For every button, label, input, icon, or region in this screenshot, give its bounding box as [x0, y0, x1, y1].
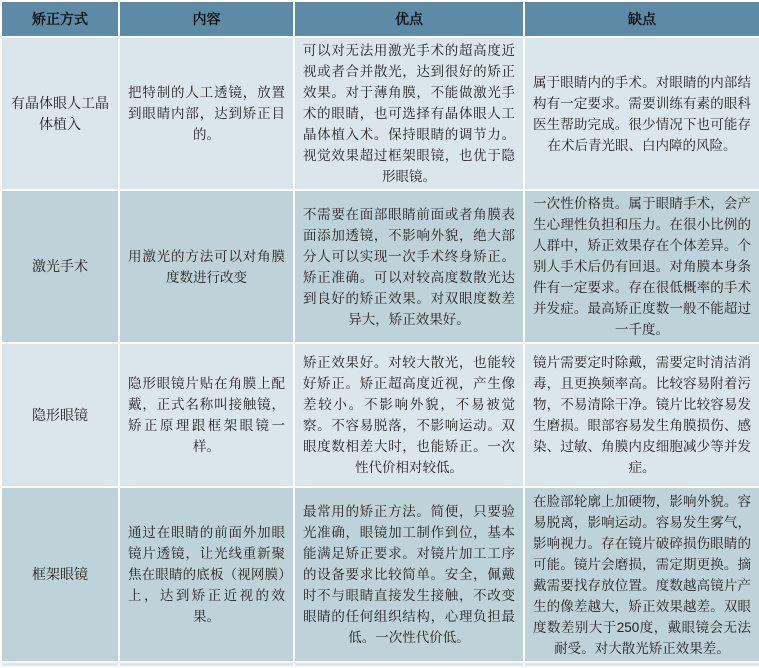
empty-cell [524, 662, 759, 667]
empty-cell [1, 662, 119, 667]
content-cell: 通过在眼睛的前面外加眼镜片透镜，让光线重新聚焦在眼睛的底板（视网膜）上，达到矫正近视的效果。 [119, 487, 294, 662]
content-cell: 隐形眼镜片贴在角膜上配戴，正式名称叫接触镜，矫正原理跟框架眼镜一样。 [119, 343, 294, 487]
pros-cell: 矫正效果好。对较大散光，也能较好矫正。矫正超高度近视，产生像差较小。不影响外貌，不易被觉察。不容易脱落，不影响运动。双眼度数相差大时，也能矫正。一次性代价相对较低。 [294, 343, 524, 487]
content-cell: 把特制的人工透镜，放置到眼睛内部，达到矫正目的。 [119, 37, 294, 190]
cons-cell: 镜片需要定时除戴，需要定时清洁消毒，且更换频率高。比较容易附着污物，不易清除干净。镜片比较容易发生磨损。眼部容易发生角膜损伤、感染、过敏、角膜内皮细胞减少等并发症。 [524, 343, 759, 487]
content-cell: 用激光的方法可以对角膜度数进行改变 [119, 190, 294, 343]
pros-cell: 最常用的矫正方法。简便，只要验光准确，眼镜加工制作到位，基本能满足矫正要求。对镜片加工工序的设备要求比较简单。安全，佩戴时不与眼睛直接发生接触，不改变眼睛的任何组织结构，心理负担最低。一次性代价低。 [294, 487, 524, 662]
empty-cell [294, 662, 524, 667]
pros-cell: 可以对无法用激光手术的超高度近视或者合并散光，达到很好的矫正效果。对于薄角膜，不能做激光手术的眼睛，也可选择有晶体眼人工晶体植入术。保持眼睛的调节力。视觉效果超过框架眼镜，也优于隐形眼镜。 [294, 37, 524, 190]
table-row-laser [1, 190, 759, 343]
col-header-cons: 缺点 [524, 1, 759, 37]
table-body [1, 37, 759, 667]
col-header-pros: 优点 [294, 1, 524, 37]
col-header-method: 矫正方式 [1, 1, 119, 37]
method-cell: 激光手术 [1, 190, 119, 343]
cons-cell: 一次性价格贵。属于眼睛手术，会产生心理性负担和压力。在很小比例的人群中，矫正效果存在个体差异。个别人手术后仍有回退。对角膜本身条件有一定要求。存在很低概率的手术并发症。最高矫正度数一般不能超过一千度。 [524, 190, 759, 343]
table-header [1, 1, 759, 37]
table-row-icl [1, 37, 759, 190]
table-row-frame-glasses [1, 487, 759, 662]
cons-cell: 属于眼睛内的手术。对眼睛的内部结构有一定要求。需要训练有素的眼科医生帮助完成。很少情况下也可能存在术后青光眼、白内障的风险。 [524, 37, 759, 190]
method-cell: 隐形眼镜 [1, 343, 119, 487]
method-cell: 有晶体眼人工晶体植入 [1, 37, 119, 190]
pros-cell: 不需要在面部眼睛前面或者角膜表面添加透镜，不影响外貌，绝大部分人可以实现一次手术终身矫正。矫正准确。可以对较高度数散光达到良好的矫正效果。对双眼度数差异大，矫正效果好。 [294, 190, 524, 343]
method-cell: 框架眼镜 [1, 487, 119, 662]
col-header-content: 内容 [119, 1, 294, 37]
cons-cell: 在脸部轮廓上加硬物，影响外貌。容易脱离，影响运动。容易发生雾气，影响视力。存在镜片破碎损伤眼睛的可能。镜片会磨损，需定期更换。摘戴需要找存放位置。度数越高镜片产生的像差越大，矫正效果越差。双眼度数差别大于250度，戴眼镜会无法耐受。对大散光矫正效果差。 [524, 487, 759, 662]
table-row-contact-lens [1, 343, 759, 487]
empty-cell [119, 662, 294, 667]
header-row [1, 1, 759, 37]
partial-next-row [1, 662, 759, 667]
